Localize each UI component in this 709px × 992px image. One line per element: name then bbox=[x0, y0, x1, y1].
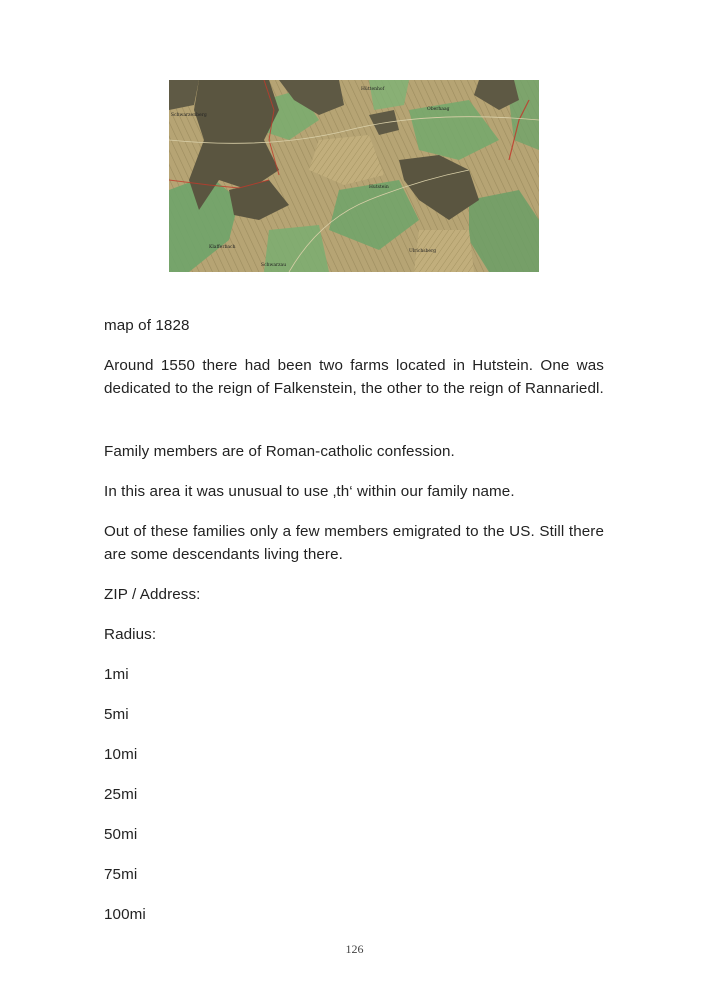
historic-map-image bbox=[169, 80, 539, 272]
radius-option: 5mi bbox=[104, 706, 129, 723]
radius-option: 1mi bbox=[104, 666, 129, 683]
emigration-paragraph: Out of these families only a few members emigrated to the US. Still there are some descendants living there. bbox=[104, 523, 604, 563]
radius-option: 75mi bbox=[104, 866, 138, 883]
map-label: Oberhaag bbox=[427, 107, 450, 112]
radius-option: 100mi bbox=[104, 906, 146, 923]
confession-paragraph: Family members are of Roman-catholic confession. bbox=[104, 443, 455, 460]
map-label: Ulrichsberg bbox=[409, 249, 437, 254]
radius-option: 25mi bbox=[104, 786, 138, 803]
history-paragraph: Around 1550 there had been two farms located in Hutstein. One was dedicated to the reign of Falkenstein, the other to the reign of Rannariedl. bbox=[104, 357, 604, 397]
radius-option: 50mi bbox=[104, 826, 138, 843]
radius-label: Radius: bbox=[104, 626, 157, 643]
page-number: 126 bbox=[345, 942, 364, 956]
radius-option: 10mi bbox=[104, 746, 138, 763]
map-label: Schwarzau bbox=[261, 263, 287, 268]
map-label: Schwarzenberg bbox=[171, 113, 207, 118]
map-caption: map of 1828 bbox=[104, 317, 190, 334]
map-label: Hüttenhof bbox=[361, 87, 385, 92]
zip-address-label: ZIP / Address: bbox=[104, 586, 201, 603]
map-label: Hutstein bbox=[369, 185, 389, 190]
name-note-paragraph: In this area it was unusual to use ‚th‘ within our family name. bbox=[104, 483, 515, 500]
map-label: Klafferbach bbox=[209, 245, 236, 250]
